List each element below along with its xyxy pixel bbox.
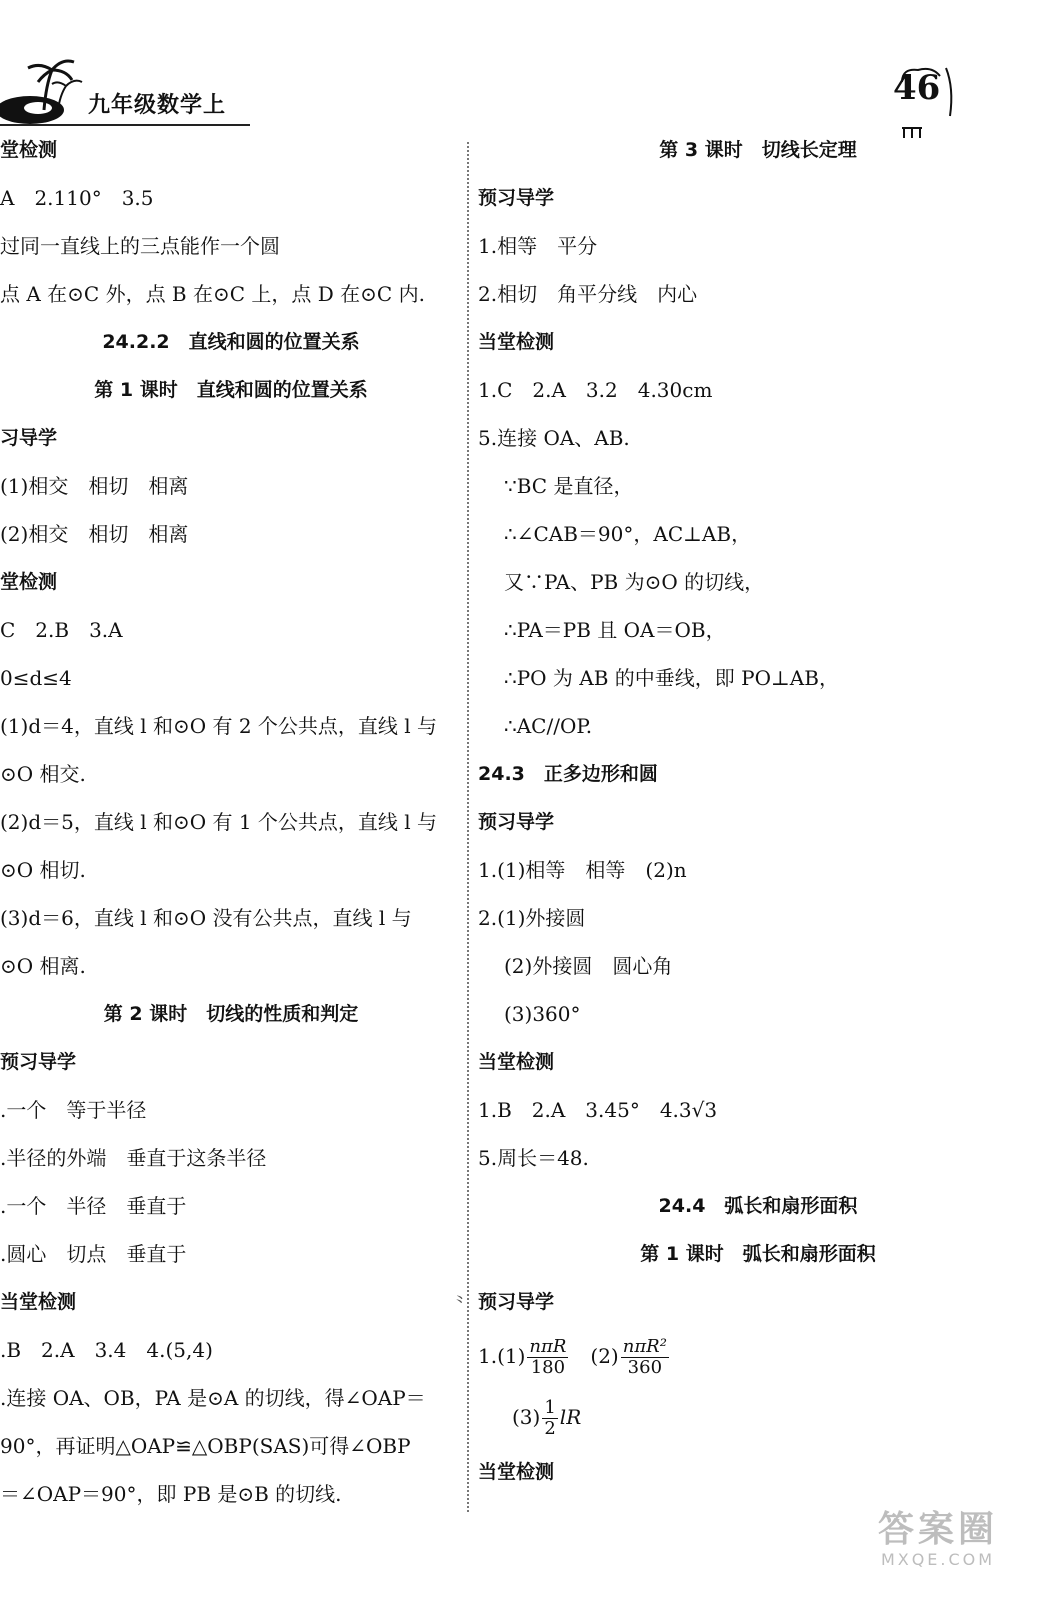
section-heading: 第 1 课时 直线和圆的位置关系: [94, 379, 368, 401]
section-heading: 预习导学: [478, 1291, 555, 1313]
watermark-title: 答案圈: [877, 1509, 998, 1550]
answer-line: 1.B 2.A 3.45° 4.3√3: [478, 1098, 718, 1122]
formula-prefix: (3): [512, 1405, 541, 1429]
answer-line: ∵BC 是直径，: [504, 474, 634, 498]
answer-line: (3)360°: [504, 1002, 581, 1026]
answer-line: (1)d＝4，直线 l 和⊙O 有 2 个公共点，直线 l 与: [0, 714, 438, 738]
answer-line: 点 A 在⊙C 外，点 B 在⊙C 上，点 D 在⊙C 内.: [0, 282, 425, 306]
page-number: 46: [893, 68, 941, 108]
answer-line: 2.相切 角平分线 内心: [478, 282, 698, 306]
answer-line: .半径的外端 垂直于这条半径: [0, 1146, 267, 1170]
section-heading: 当堂检测: [0, 1291, 77, 1313]
section-heading: 堂检测: [0, 139, 58, 161]
answer-line: 1.C 2.A 3.2 4.30cm: [478, 378, 713, 402]
answer-line: 1.(1)相等 相等 (2)n: [478, 858, 687, 882]
section-heading: 当堂检测: [478, 1461, 555, 1483]
answer-line: 90°，再证明△OAP≌△OBP(SAS)可得∠OBP: [0, 1434, 411, 1458]
fraction-denominator: 360: [627, 1357, 663, 1378]
watermark-url: MXQE.COM: [880, 1550, 996, 1569]
answer-line: ⊙O 相交.: [0, 762, 86, 786]
section-heading: 24.2.2 直线和圆的位置关系: [102, 331, 360, 353]
fraction-sector-area: [621, 1337, 669, 1378]
watermark: [843, 1510, 1033, 1580]
answer-line: ＝∠OAP＝90°，即 PB 是⊙B 的切线.: [0, 1482, 342, 1506]
answer-line: 2.(1)外接圆: [478, 906, 586, 930]
answer-line: .一个 半径 垂直于: [0, 1194, 187, 1218]
answer-line: 1.相等 平分: [478, 234, 598, 258]
answer-line: (3)d＝6，直线 l 和⊙O 没有公共点，直线 l 与: [0, 906, 412, 930]
formula-suffix: lR: [559, 1405, 582, 1429]
answer-line: .连接 OA、OB，PA 是⊙A 的切线，得∠OAP＝: [0, 1386, 426, 1410]
section-heading: 第 1 课时 弧长和扇形面积: [640, 1243, 876, 1265]
margin-mark: ⺀: [452, 1293, 469, 1312]
right-column: [478, 126, 1038, 1496]
palm-island-logo: [0, 50, 90, 130]
section-heading: 第 3 课时 切线长定理: [659, 139, 857, 161]
section-heading: 预习导学: [478, 187, 555, 209]
fraction-numerator: nπR: [529, 1336, 567, 1357]
fraction-numerator: nπR²: [622, 1336, 667, 1357]
formula-prefix: 1.(1): [478, 1344, 526, 1368]
page-header: [0, 40, 1063, 140]
section-heading: 24.3 正多边形和圆: [478, 763, 658, 785]
answer-line: A 2.110° 3.5: [0, 186, 154, 210]
section-heading: 堂检测: [0, 571, 58, 593]
answer-line: ∴PO 为 AB 的中垂线，即 PO⊥AB，: [504, 666, 839, 690]
section-heading: 预习导学: [0, 1051, 77, 1073]
section-heading: 24.4 弧长和扇形面积: [658, 1195, 858, 1217]
answer-line: (2)相交 相切 相离: [0, 522, 189, 546]
answer-line: C 2.B 3.A: [0, 618, 123, 642]
answer-line: .B 2.A 3.4 4.(5,4): [0, 1338, 213, 1362]
section-heading: 当堂检测: [478, 1051, 555, 1073]
answer-line: ⊙O 相切.: [0, 858, 86, 882]
answer-line: 0≤d≤4: [0, 666, 72, 690]
book-title: 九年级数学上: [88, 93, 227, 118]
answer-line: (1)相交 相切 相离: [0, 474, 189, 498]
answer-line: 过同一直线上的三点能作一个圆: [0, 234, 280, 258]
answer-line: 又∵PA、PB 为⊙O 的切线，: [504, 570, 765, 594]
fraction-half: [542, 1398, 557, 1439]
answer-line: ∴∠CAB＝90°，AC⊥AB，: [504, 522, 752, 546]
formula-line-2: [478, 1386, 1038, 1448]
section-heading: 预习导学: [478, 811, 555, 833]
answer-line: ∴AC//OP.: [504, 714, 593, 738]
formula-mid: (2): [570, 1344, 619, 1368]
right-column-lines: [478, 126, 1038, 1326]
fraction-numerator: 1: [544, 1397, 556, 1418]
fraction-denominator: 2: [544, 1418, 556, 1439]
fraction-arc-length: [527, 1337, 568, 1378]
answer-line: 5.周长＝48.: [478, 1146, 589, 1170]
section-heading: 第 2 课时 切线的性质和判定: [103, 1003, 359, 1025]
fraction-denominator: 180: [530, 1357, 566, 1378]
answer-line: .一个 等于半径: [0, 1098, 147, 1122]
section-heading: 习导学: [0, 427, 58, 449]
formula-line-1: [478, 1326, 1038, 1386]
answer-line: 5.连接 OA、AB.: [478, 426, 630, 450]
answer-line: .圆心 切点 垂直于: [0, 1242, 187, 1266]
answer-line: ⊙O 相离.: [0, 954, 86, 978]
answer-line: ∴PA＝PB 且 OA＝OB，: [504, 618, 726, 642]
answer-line: (2)外接圆 圆心角: [504, 954, 673, 978]
left-column: [0, 126, 462, 1518]
section-heading: 当堂检测: [478, 331, 555, 353]
answer-line: (2)d＝5，直线 l 和⊙O 有 1 个公共点，直线 l 与: [0, 810, 438, 834]
